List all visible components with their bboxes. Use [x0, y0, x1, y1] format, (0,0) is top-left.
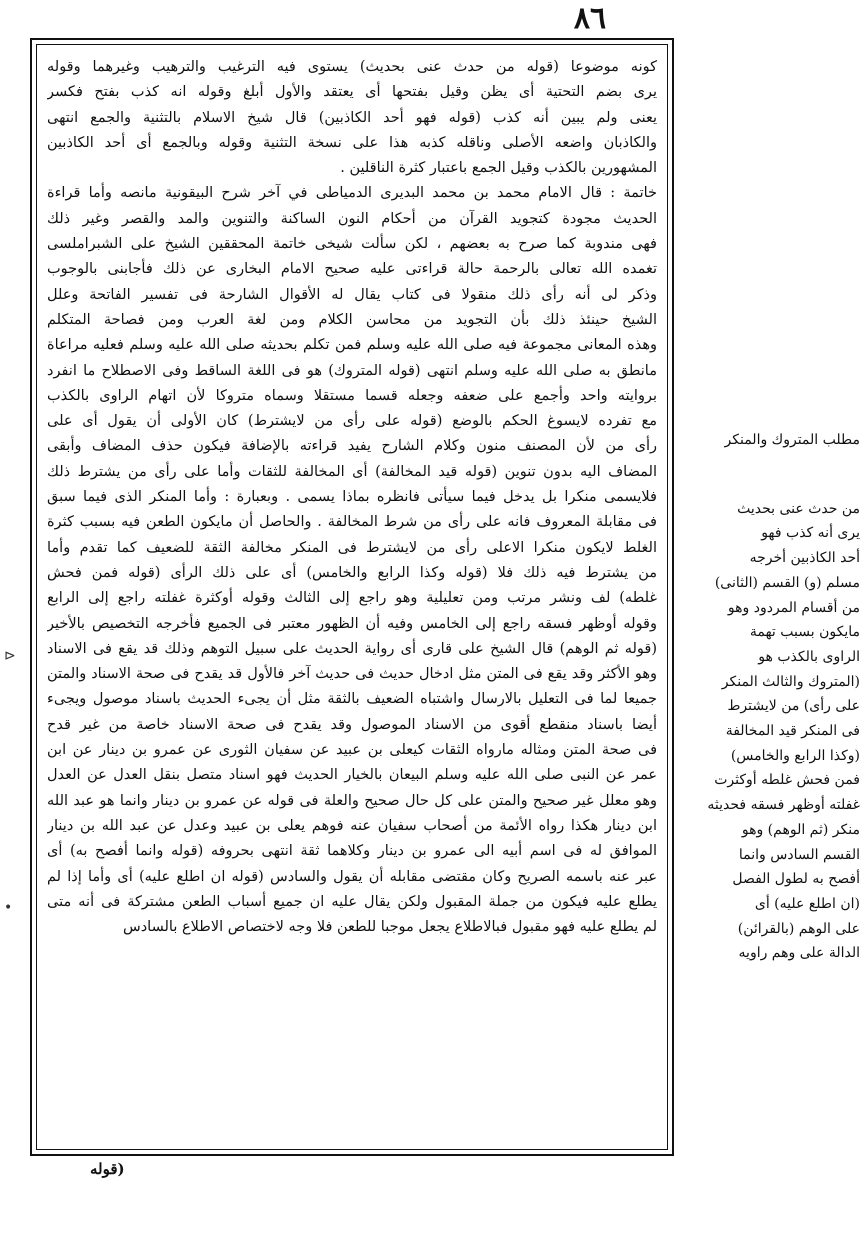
text-line: غلطه) لف ونشر مرتب ومن تعليلية وهو راجع إلى الثالث وقوله أوكثرة غفلته راجع إلى الرابع	[47, 590, 657, 607]
main-text-block	[47, 55, 657, 940]
margin-line: الدالة على وهم راويه	[738, 945, 860, 962]
binding-mark: ⊳	[4, 648, 16, 664]
text-line: وقوله أوظهر فسقه راجع إلى الخامس وفيه أن الظهور معتبر فى الجميع فأخرجه التخصيص بالأخير	[47, 615, 657, 632]
margin-line: مايكون بسبب تهمة	[749, 624, 860, 641]
text-line: أيضا باسناد منقطع أقوى من الاسناد الموصول وقد يقدح فى صحة الاسناد خاصة من غير قدح	[47, 716, 657, 733]
margin-line: منكر (ثم الوهم) وهو	[741, 821, 860, 838]
margin-line: من حدث عنى بحديث	[737, 500, 860, 517]
margin-note	[678, 428, 860, 966]
text-line: وهو معلل غير صحيح والمتن على كل حال صحيح والعلة فى قوله عن عمرو بن دينار وانما هو عبد الله	[47, 792, 657, 809]
text-line: لم يطلع عليه فهو مقبول فبالاطلاع يجعل موجبا للطعن فلا وجه لاختصاص الاطلاع بالسادس	[123, 919, 657, 936]
margin-line: (وكذا الرابع والخامس)	[730, 747, 860, 764]
text-line: وهو الأكثر وقد يقع فى المتن مثل ادخال حديث فى حديث آخر فالأول قد يقدح فى صحة الاسناد والمتن	[47, 666, 657, 683]
margin-line: غفلته أوظهر فسقه فحديثه	[707, 797, 860, 814]
text-line: مانطق به صلى الله عليه وسلم انتهى (قوله المتروك) هو فى اللغة الساقط وفى الاصطلاح ما انفرد	[47, 362, 657, 379]
text-line: وهذه المعانى مجموعة فيه صلى الله عليه وسلم فمن تكلم بحديثه صلى الله عليه وسلم فعليه مراعاة	[47, 337, 657, 354]
text-line: فى صحة المتن ومثاله مارواه الثقات كيعلى بن عبيد عن سفيان الثورى عن عمرو بن دينار عن ابن	[47, 742, 657, 759]
margin-line: فى المنكر قيد المخالفة	[725, 723, 860, 740]
text-line: بروايته واحد وأجمع على ضعفه وجعله قسما مستقلا وسماه متروكا لأن اتهام الراوى بالكذب	[47, 387, 657, 404]
margin-title: مطلب المتروك والمنكر	[724, 432, 860, 448]
text-line: وذكر لى أنه رأى ذلك منقولا فى كتاب يقال له الأقوال الشارحة فى تفسير الفاتحة وعلل	[47, 286, 657, 303]
text-line: ابن دينار هكذا رواه الأئمة من أصحاب سفيان عنه فوهم يعلى بن عبيد وعدل عن عبد الله بن دينار	[47, 817, 657, 834]
margin-line: من أقسام المردود وهو	[727, 599, 860, 616]
text-line: الغلط لايكون منكرا الاعلى رأى من لايشترط فى المنكر مخالفة الثقة للضعيف كما تقدم وأما	[47, 539, 657, 556]
margin-line: (المتروك والثالث المنكر	[721, 673, 860, 690]
text-line: مع تفرده لايسوغ الحكم بالوضع (قوله على رأى من لايشترط) كان الأولى أن يقول أى على	[47, 413, 657, 430]
text-line: عبر عنه باسمه الصريح وكان مقتضى مقابله أن يقول والسادس (قوله ان اطلع عليه) أى وأما إذا لم	[47, 868, 657, 885]
margin-line: يرى أنه كذب فهو	[761, 525, 860, 542]
catchword: (قوله	[90, 1160, 125, 1178]
text-frame-inner	[36, 44, 668, 1150]
margin-line: أفصح به لطول الفصل	[732, 871, 860, 888]
text-line: والكاذبان واضعه الأصلى وناقله كذبه هذا على نسخة التثنية وقوله وبالجمع أى أحد الكاذبين	[47, 134, 657, 151]
text-line: المضاف اليه بدون تنوين (قوله قيد المخالفة) أى المخالفة للثقات وأما على رأى من يشترط ذلك	[47, 463, 657, 480]
text-line: عمر عن النبى صلى الله عليه وسلم البيعان بالخيار الحديث فهو اسناد متصل بنقل العدل عن العدل	[47, 767, 657, 784]
margin-line: أحد الكاذبين أخرجه	[749, 550, 860, 567]
text-line: رأى من لأن المصنف منون وكلام الشارح يفيد قراءته بالإضافة فيكون حذف المضاف وأبقى	[47, 438, 657, 455]
margin-line: مسلم (و) القسم (الثانى)	[714, 574, 860, 591]
margin-lines	[678, 497, 860, 966]
text-line: يرى بضم التحتية أى يظن وقيل بفتحها أى يعتقد والأول أبلغ وقوله انه كذب بفتح فكسر	[47, 84, 657, 101]
text-line: الشيخ حينئذ ذلك بأن التجويد من محاسن الكلام ومن لغة العرب ومن فصاحة المتكلم	[47, 311, 657, 328]
margin-line: فمن فحش غلطه أوكثرت	[714, 772, 860, 789]
text-line: المشهورين بالكذب وقيل الجمع باعتبار كثرة الناقلين .	[340, 160, 657, 177]
margin-line: القسم السادس وانما	[738, 846, 860, 863]
margin-line: الراوى بالكذب هو	[758, 648, 860, 665]
text-line: كونه موضوعا (قوله من حدث عنى بحديث) يستوى فيه الترغيب والترهيب وغيرهما وقوله	[47, 59, 657, 75]
text-line: يطلع عليه فيكون من جملة المقبول ولكن يقال عليه ان جميع أسباب الطعن مشتركة فى أنه متى	[47, 893, 657, 910]
text-frame	[30, 38, 674, 1156]
text-line: خاتمة : قال الامام محمد بن محمد البديرى الدمياطى في آخر شرح البيقونية مانصه وأما قراءة	[47, 185, 657, 202]
text-line: فلايسمى منكرا بل يدخل فيما سيأتى فانظره بماذا يسمى . وبعبارة : وأما المنكر الذى فيما سبق	[47, 489, 657, 506]
margin-line: على الوهم (بالقرائن)	[737, 920, 860, 937]
text-line: (قوله ثم الوهم) قال الشيخ على قارى أى رواية الحديث على سبيل التوهم وذلك قد يقع فى الاسناد	[47, 640, 657, 657]
text-line: الموافق له فى اسم أبيه الى عمرو بن دينار وكلاهما ثقة انتهى بحروفه (قوله وانما أفصح به) أى	[47, 843, 657, 860]
text-line: تغمده الله تعالى بالرحمة حالة قراءتى عليه صحيح الامام البخارى عن ذلك فأجابنى بالوجوب	[47, 261, 657, 278]
margin-line: على رأى) من لايشترط	[727, 698, 860, 715]
binding-mark: •	[4, 900, 13, 916]
text-line: الحديث مجودة كتجويد القرآن من أحكام النون الساكنة والتنوين والمد والقصر وغير ذلك	[47, 210, 657, 227]
page-number: ٨٦	[573, 1, 607, 36]
text-line: فى مقابلة المعروف فانه على رأى من شرط المخالفة . والحاصل أن مايكون الطعن فيه بسبب كثرة	[47, 514, 657, 531]
text-line: من يشترط فيه ذلك فلا (قوله وكذا الرابع والخامس) أى على ذلك الرأى (قوله فمن فحش	[47, 564, 657, 581]
text-line: جميعا لما فى التعليل بالارسال واشتباه الضعيف بالثقة مثل أن يجىء الحديث باسناد موصول ويجىء	[47, 691, 657, 708]
margin-line: (ان اطلع عليه) أى	[754, 895, 860, 912]
text-line: فهى مندوبة كما صرح به بعضهم ، لكن سألت شيخى خاتمة المحققين الشيخ على الشبراملسى	[47, 236, 657, 253]
text-line: يعنى ولم يبين أنه كذب (قوله فهو أحد الكاذبين) قال شيخ الاسلام بالتثنية والجمع انتهى	[47, 109, 657, 126]
